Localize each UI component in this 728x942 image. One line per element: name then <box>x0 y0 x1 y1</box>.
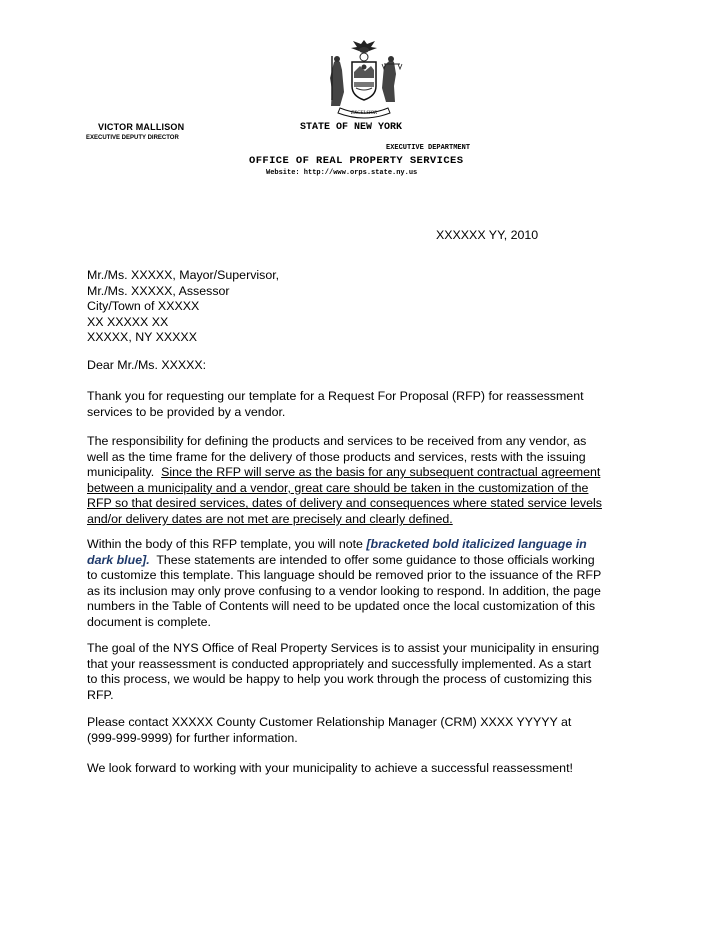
new-york-state-seal <box>320 38 408 122</box>
paragraph-line: as its inclusion may only prove confusing to a vendor looking to respond. In addition, the page <box>87 583 601 598</box>
paragraph-closing <box>87 761 573 777</box>
paragraph-line: to customize this template. This language should be removed prior to the issuance of the RFP <box>87 568 602 583</box>
paragraph-contact <box>87 715 571 746</box>
bracketed-instruction-text: dark blue]. <box>87 552 150 567</box>
paragraph-line: that your reassessment is conducted appropriately and successfully implemented. As a start <box>87 656 592 671</box>
paragraph-template-guidance <box>87 537 601 631</box>
address-line: Mr./Ms. XXXXX, Mayor/Supervisor, <box>87 268 280 282</box>
paragraph-line: to this process, we would be happy to help you work through the process of customizing this <box>87 672 592 687</box>
text-run: municipality. <box>87 465 162 480</box>
paragraph-line: Please contact XXXXX County Customer Relationship Manager (CRM) XXXX YYYYY at <box>87 715 572 729</box>
underlined-line: and/or delivery dates are not met are precisely and clearly defined. <box>87 511 453 526</box>
paragraph-line <box>87 553 601 569</box>
underlined-line: between a municipality and a vendor, great care should be taken in the customization of the <box>87 480 589 495</box>
paragraph-line: The responsibility for defining the products and services to be received from any vendor, as <box>87 434 587 448</box>
paragraph-responsibility <box>87 434 602 528</box>
seal-motto-text: EXCELSIOR <box>350 111 378 116</box>
state-heading: STATE OF NEW YORK <box>300 122 403 133</box>
paragraph-line: We look forward to working with your municipality to achieve a successful reassessment! <box>87 761 573 775</box>
paragraph-line: numbers in the Table of Contents will need to be updated once the local customization of this <box>87 599 596 614</box>
paragraph-line: RFP. <box>87 687 114 702</box>
office-heading: OFFICE OF REAL PROPERTY SERVICES <box>249 155 464 167</box>
letter-date: XXXXXX YY, 2010 <box>436 228 539 242</box>
paragraph-line: services to be provided by a vendor. <box>87 404 286 419</box>
paragraph-goal <box>87 641 599 703</box>
address-line: Mr./Ms. XXXXX, Assessor <box>87 283 230 298</box>
paragraph-line <box>87 465 602 481</box>
underlined-text: Since the RFP will serve as the basis for any subsequent contractual agreement <box>161 465 601 480</box>
paragraph-line: well as the time frame for the delivery of those products and services, rests with the issuing <box>87 449 586 464</box>
paragraph-line: Thank you for requesting our template for a Request For Proposal (RFP) for reassessment <box>87 389 584 403</box>
address-line: XX XXXXX XX <box>87 314 169 329</box>
website-line: Website: http://www.orps.state.ny.us <box>266 169 418 177</box>
department-heading: EXECUTIVE DEPARTMENT <box>386 144 471 152</box>
salutation: Dear Mr./Ms. XXXXX: <box>87 358 207 372</box>
paragraph-intro <box>87 389 584 420</box>
bracketed-instruction-text: [bracketed bold italicized language in <box>366 537 587 551</box>
recipient-address <box>87 268 279 346</box>
paragraph-line: (999-999-9999) for further information. <box>87 730 298 745</box>
text-run: These statements are intended to offer some guidance to those officials working <box>149 552 595 567</box>
address-line: XXXXX, NY XXXXX <box>87 330 197 345</box>
text-run: Within the body of this RFP template, you will note <box>87 537 367 551</box>
official-name: VICTOR MALLISON <box>98 122 185 132</box>
address-line: City/Town of XXXXX <box>87 299 200 314</box>
paragraph-line: The goal of the NYS Office of Real Property Services is to assist your municipality in ensuring <box>87 641 600 655</box>
official-title: EXECUTIVE DEPUTY DIRECTOR <box>86 135 179 141</box>
underlined-line: RFP so that desired services, dates of delivery and consequences where stated service levels <box>87 496 602 511</box>
paragraph-line: document is complete. <box>87 614 211 629</box>
paragraph-line <box>87 537 601 553</box>
